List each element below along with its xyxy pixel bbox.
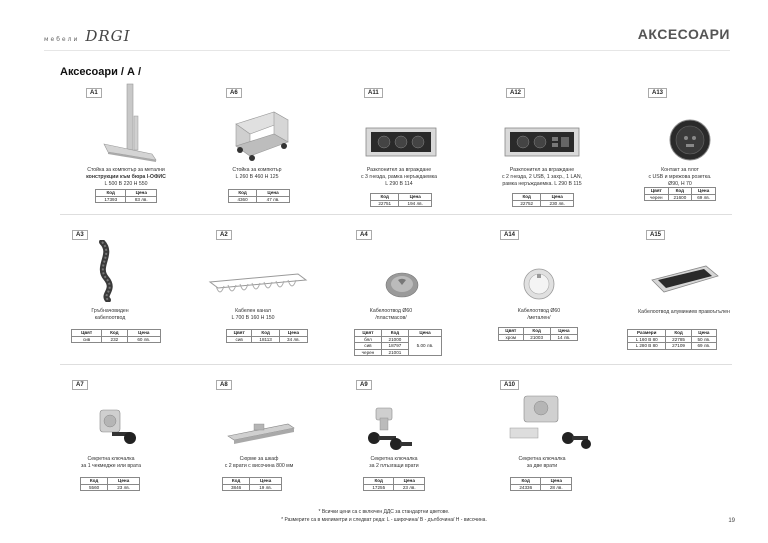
logo-subtitle: мебели — [44, 36, 80, 43]
price-table-header: Код — [364, 478, 394, 485]
computer-stand-metal-image — [100, 82, 160, 164]
price-table-header: Код — [229, 190, 257, 197]
price-table-cell: 232 — [102, 336, 127, 343]
price-table-a2 — [226, 329, 308, 343]
price-table-a13 — [644, 187, 716, 201]
price-table-a4 — [354, 329, 442, 356]
item-desc-a14: Кабелоотвод Ø60 /метален/ — [517, 308, 561, 321]
item-code-a14: A14 — [500, 230, 519, 240]
price-table-a3 — [71, 329, 161, 343]
item-desc-a9: Секретна ключалка за 2 плъзгащи врати — [369, 456, 419, 469]
price-table-header: Цвят — [499, 328, 524, 335]
price-table-cell: 18797 — [381, 343, 408, 350]
item-desc-a3: Гръбначовиден кабелоотвод — [91, 308, 129, 321]
item-desc-a10: Секретна ключалка за две врати — [518, 456, 566, 469]
price-table-cell: 21600 — [668, 194, 692, 201]
price-table-cell: 28 лв. — [541, 484, 572, 491]
price-table-header: Код — [252, 330, 280, 337]
double-door-lock-image — [506, 392, 598, 454]
item-code-a13: A13 — [648, 88, 667, 98]
item-desc-a13: Контакт за плот с USB и мрежова розетка. Ø90, H 70 — [648, 167, 712, 187]
metal-grommet-image — [520, 266, 558, 302]
price-table-a7 — [80, 477, 140, 491]
price-table-cell: 60 лв. — [127, 336, 160, 343]
price-table-cell: черен — [355, 349, 382, 356]
page-number: 19 — [728, 518, 735, 524]
row-divider — [60, 214, 732, 215]
price-table-header: Цена — [692, 188, 716, 195]
price-table-header: Цвят — [645, 188, 669, 195]
section-title: Аксесоари / А / — [60, 66, 142, 78]
aluminium-grommet-image — [644, 262, 722, 300]
price-table-cell: хром — [499, 334, 524, 341]
drawer-lock-image — [94, 404, 138, 450]
item-code-a10: A10 — [500, 380, 519, 390]
price-table-header: Цена — [126, 190, 157, 197]
price-table-a11 — [370, 193, 432, 207]
item-desc-a15: Кабелоотвод алуминиев правоъгълен — [638, 309, 730, 315]
price-table-cell: 22752 — [513, 200, 541, 207]
price-table-cell: 27109 — [666, 343, 691, 350]
price-table-cell: сив — [227, 336, 252, 343]
price-table-header: Цена — [250, 478, 282, 485]
item-code-a6: A6 — [226, 88, 242, 98]
price-table-cell: 5560 — [81, 484, 108, 491]
price-table-header: Код — [668, 188, 692, 195]
price-table-header: Цвят — [227, 330, 252, 337]
price-table-cell: 34 лв. — [279, 336, 307, 343]
price-table-header: Цена — [408, 330, 441, 337]
price-table-cell: сив — [72, 336, 102, 343]
item-desc-a11: Разклонител за вграждане с 3 гнезда, рамка неръждаемка L 290 B 114 — [361, 167, 437, 187]
price-table-header: Код — [523, 328, 550, 335]
price-table-cell: 21003 — [523, 334, 550, 341]
price-table-cell: 21001 — [381, 349, 408, 356]
item-desc-a1: Стойка за компютър за метални конструкции към бюра I-ОФИС L 500 B 220 H 550 — [86, 167, 166, 187]
item-code-a11: A11 — [364, 88, 383, 98]
brand-logo — [44, 27, 131, 45]
price-table-header: Код — [81, 478, 108, 485]
item-code-a15: A15 — [646, 230, 665, 240]
item-code-a8: A8 — [216, 380, 232, 390]
price-table-header: Код — [371, 194, 399, 201]
price-table-cell: L 280 B 80 — [628, 343, 666, 350]
power-strip-usb-lan-image — [503, 124, 581, 160]
page-header-title: АКСЕСОАРИ — [637, 26, 730, 42]
item-desc-a4: Кабелоотвод Ø60 /пластмасов/ — [369, 308, 413, 321]
price-table-cell: 194 лв. — [399, 200, 432, 207]
price-table-a9 — [363, 477, 425, 491]
price-table-cell: черен — [645, 194, 669, 201]
price-table-a15 — [627, 329, 717, 350]
item-desc-a12: Разклонител за вграждане с 2 гнезда, 2 USB, 1 захр., 1 LAN, рамка неръждаемка. L 290 B 115 — [501, 167, 583, 187]
price-table-cell: бял — [355, 336, 382, 343]
price-table-cell: 69 лв. — [691, 343, 716, 350]
item-code-a3: A3 — [72, 230, 88, 240]
item-code-a9: A9 — [356, 380, 372, 390]
price-table-cell: 3846 — [223, 484, 250, 491]
price-table-header: Цена — [541, 478, 572, 485]
price-table-cell: L 160 B 80 — [628, 336, 666, 343]
price-table-cell: 22785 — [666, 336, 691, 343]
price-table-header: Код — [381, 330, 408, 337]
price-table-header: Код — [102, 330, 127, 337]
price-table-header: Цена — [108, 478, 140, 485]
price-table-a14 — [498, 327, 578, 341]
item-desc-a6: Стойка за компютър L 260 B 460 H 125 — [232, 167, 282, 180]
item-code-a1: A1 — [86, 88, 102, 98]
price-table-cell: 69 лв. — [692, 194, 716, 201]
price-table-header: Цена — [691, 330, 716, 337]
price-table-header: Цена — [541, 194, 574, 201]
item-code-a2: A2 — [216, 230, 232, 240]
price-table-cell: 23 лв. — [108, 484, 140, 491]
price-table-cell: 47 лв. — [257, 196, 290, 203]
item-code-a4: A4 — [356, 230, 372, 240]
price-table-a10 — [510, 477, 572, 491]
price-table-header: Цена — [279, 330, 307, 337]
price-table-header: Цена — [127, 330, 160, 337]
price-table-header: Цена — [399, 194, 432, 201]
price-table-header: Код — [513, 194, 541, 201]
price-table-cell: 17393 — [96, 196, 126, 203]
price-table-cell: 21000 — [381, 336, 408, 343]
price-table-cell: 24336 — [511, 484, 541, 491]
price-table-a8 — [222, 477, 282, 491]
item-code-a12: A12 — [506, 88, 525, 98]
price-table-header: Цена — [257, 190, 290, 197]
item-desc-a7: Секретна ключалка за 1 чекмедже или врата — [81, 456, 141, 469]
price-table-header: Цена — [394, 478, 425, 485]
computer-stand-image — [228, 110, 298, 166]
price-table-cell: 19 лв. — [250, 484, 282, 491]
price-table-header: Цвят — [72, 330, 102, 337]
price-table-header: Код — [96, 190, 126, 197]
price-table-header: Код — [223, 478, 250, 485]
price-table-cell: 23 лв. — [394, 484, 425, 491]
price-table-cell: 14 лв. — [550, 334, 577, 341]
sliding-door-lock-image — [362, 404, 414, 452]
price-table-cell: 22751 — [371, 200, 399, 207]
desk-socket-usb-image — [666, 116, 714, 164]
price-table-cell: 83 лв. — [126, 196, 157, 203]
logo-brand: DRGI — [85, 27, 131, 45]
spine-cable-organizer-image — [92, 240, 122, 302]
price-table-header: Код — [511, 478, 541, 485]
price-table-a6 — [228, 189, 290, 203]
price-table-header: Цвят — [355, 330, 382, 337]
price-table-cell: 4360 — [229, 196, 257, 203]
power-strip-3-socket-image — [364, 124, 438, 160]
price-table-cell: 17255 — [364, 484, 394, 491]
row-divider — [60, 364, 732, 365]
price-table-cell: 50 лв. — [691, 336, 716, 343]
price-table-a12 — [512, 193, 574, 207]
item-code-a7: A7 — [72, 380, 88, 390]
item-desc-a8: Сюрме за шкаф с 2 врати с височина 800 мм — [224, 456, 294, 469]
price-table-header: Размери — [628, 330, 666, 337]
price-table-header: Цена — [550, 328, 577, 335]
price-table-a1 — [95, 189, 157, 203]
footnotes: * Всички цени са с включен ДДС за стандартни цветове. * Размерите са в милиметри и следват реда: L - широчина/ B - дълбочина/ H - височина. — [281, 509, 487, 523]
price-table-cell: 18113 — [252, 336, 280, 343]
price-table-header: Код — [666, 330, 691, 337]
item-desc-a2: Кабелен канал L 700 B 160 H 150 — [231, 308, 275, 321]
price-table-cell: 5.00 лв. — [408, 336, 441, 356]
cable-tray-image — [206, 266, 310, 306]
header-divider — [44, 50, 730, 51]
plastic-grommet-image — [384, 270, 420, 300]
cabinet-bolt-image — [224, 416, 300, 446]
price-table-cell: сив — [355, 343, 382, 350]
price-table-cell: 230 лв. — [541, 200, 574, 207]
